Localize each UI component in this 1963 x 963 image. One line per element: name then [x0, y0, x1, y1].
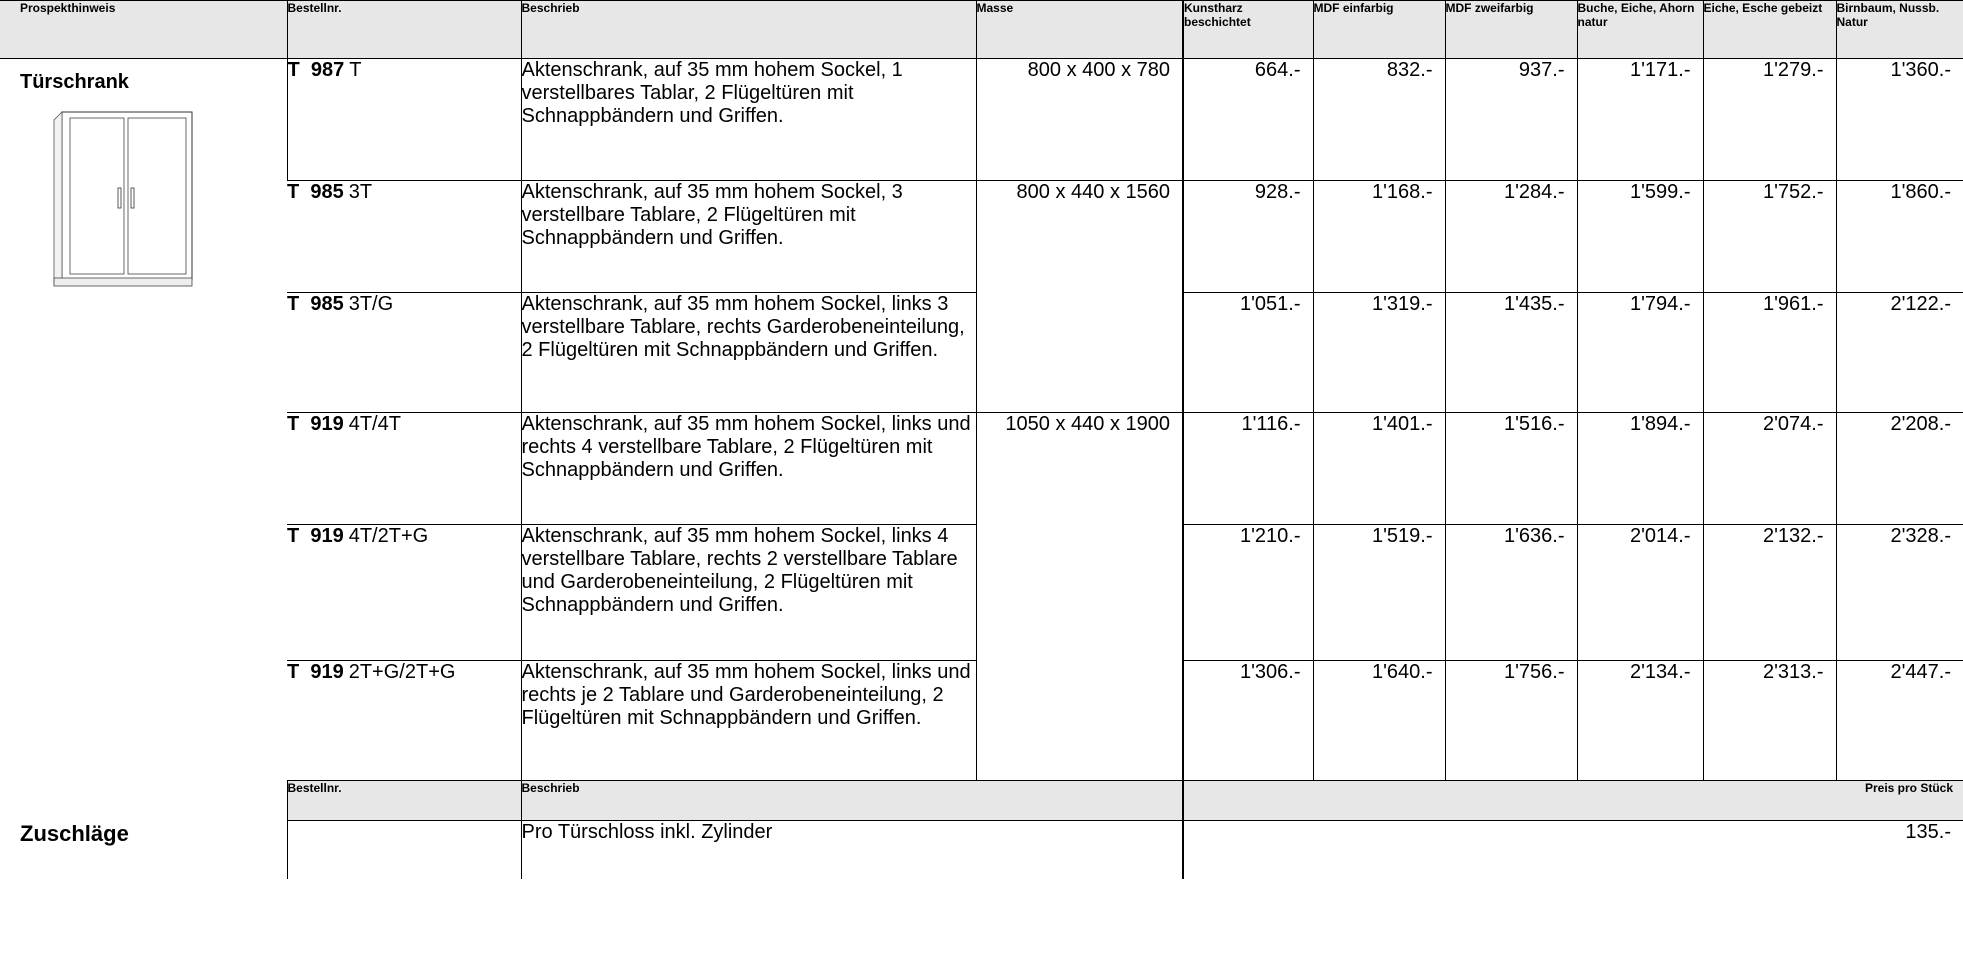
order-prefix: T: [287, 413, 300, 435]
order-prefix: T: [287, 661, 300, 683]
price-cell: 1'319.-: [1313, 293, 1445, 413]
header-eiche: Eiche, Esche gebeizt: [1703, 1, 1836, 59]
price-cell: 1'306.-: [1183, 661, 1313, 781]
price-cell: 2'122.-: [1836, 293, 1963, 413]
surcharge-header-preis: Preis pro Stück: [1183, 781, 1963, 821]
price-cell: 1'168.-: [1313, 181, 1445, 293]
price-cell: 2'208.-: [1836, 413, 1963, 525]
order-number: [287, 181, 521, 293]
order-prefix: T: [287, 181, 300, 203]
dimensions: 1050 x 440 x 1900: [976, 413, 1183, 525]
table-row: [0, 413, 1963, 525]
price-cell: 937.-: [1445, 59, 1577, 181]
price-cell: 832.-: [1313, 59, 1445, 181]
order-number: [287, 413, 521, 525]
price-cell: 1'435.-: [1445, 293, 1577, 413]
order-suffix: 3T/G: [348, 293, 394, 315]
price-cell: 1'599.-: [1577, 181, 1703, 293]
description: Aktenschrank, auf 35 mm hohem Sockel, links 3 verstellbare Tablare, rechts Garderobeneinteilung, 2 Flügeltüren mit Schnappbändern und Griffen.: [521, 293, 976, 413]
order-number-main: 987: [310, 59, 345, 81]
table-row: [0, 59, 1963, 181]
price-cell: 2'447.-: [1836, 661, 1963, 781]
price-cell: 1'794.-: [1577, 293, 1703, 413]
order-suffix: 2T+G/2T+G: [348, 661, 456, 683]
table-row: [0, 293, 1963, 413]
order-number: [287, 661, 521, 781]
order-number-main: 985: [310, 293, 344, 315]
cabinet-illustration-icon: [20, 108, 287, 288]
order-prefix: T: [287, 59, 300, 81]
order-number: [287, 59, 521, 181]
price-cell: 1'516.-: [1445, 413, 1577, 525]
description: Aktenschrank, auf 35 mm hohem Sockel, links und rechts 4 verstellbare Tablare, 2 Flügeltüren mit Schnappbändern und Griffen.: [521, 413, 976, 525]
surcharge-header-empty: [0, 781, 287, 821]
order-suffix: 4T/4T: [348, 413, 401, 435]
group-title: Türschrank: [20, 71, 129, 93]
price-cell: 1'210.-: [1183, 525, 1313, 661]
price-cell: 1'284.-: [1445, 181, 1577, 293]
description: Aktenschrank, auf 35 mm hohem Sockel, links 4 verstellbare Tablare, rechts 2 verstellbare Tablare und Garderobeneinteilung, 2 Flügeltüren mit Schnappbändern und Griffen.: [521, 525, 976, 661]
price-cell: 1'756.-: [1445, 661, 1577, 781]
price-cell: 1'640.-: [1313, 661, 1445, 781]
dimensions: [976, 293, 1183, 413]
description: Aktenschrank, auf 35 mm hohem Sockel, 1 verstellbares Tablar, 2 Flügeltüren mit Schnappbändern und Griffen.: [521, 59, 976, 181]
dimensions: 800 x 440 x 1560: [976, 181, 1183, 293]
price-cell: 2'014.-: [1577, 525, 1703, 661]
surcharge-bestellnr: [287, 821, 521, 879]
dimensions: 800 x 400 x 780: [976, 59, 1183, 181]
order-number: [287, 525, 521, 661]
price-cell: 1'171.-: [1577, 59, 1703, 181]
price-cell: 2'328.-: [1836, 525, 1963, 661]
order-number-main: 919: [310, 525, 344, 547]
order-suffix: 4T/2T+G: [348, 525, 429, 547]
surcharge-price: 135.-: [1183, 821, 1963, 879]
order-prefix: T: [287, 293, 300, 315]
surcharge-title: Zuschläge: [20, 820, 129, 846]
description: Aktenschrank, auf 35 mm hohem Sockel, 3 verstellbare Tablare, 2 Flügeltüren mit Schnappbändern und Griffen.: [521, 181, 976, 293]
order-suffix: 3T: [348, 181, 373, 203]
surcharge-header-beschrieb: Beschrieb: [521, 781, 1183, 821]
price-cell: 1'360.-: [1836, 59, 1963, 181]
price-cell: 1'401.-: [1313, 413, 1445, 525]
table-header: [0, 1, 1963, 59]
price-cell: 2'074.-: [1703, 413, 1836, 525]
header-prospekthinweis: Prospekthinweis: [0, 1, 287, 59]
price-cell: 1'519.-: [1313, 525, 1445, 661]
surcharge-header-bestellnr: Bestellnr.: [287, 781, 521, 821]
header-bestellnr: Bestellnr.: [287, 1, 521, 59]
header-beschrieb: Beschrieb: [521, 1, 976, 59]
price-cell: 1'860.-: [1836, 181, 1963, 293]
header-mdf-zweifarbig: MDF zweifarbig: [1445, 1, 1577, 59]
header-mdf-einfarbig: MDF einfarbig: [1313, 1, 1445, 59]
surcharge-description: Pro Türschloss inkl. Zylinder: [521, 821, 1183, 879]
price-cell: 2'134.-: [1577, 661, 1703, 781]
order-number: [287, 293, 521, 413]
table-row: [0, 661, 1963, 781]
table-row: [0, 181, 1963, 293]
price-cell: 664.-: [1183, 59, 1313, 181]
price-cell: 928.-: [1183, 181, 1313, 293]
group-cell: [0, 59, 287, 781]
price-cell: 2'132.-: [1703, 525, 1836, 661]
surcharge-row: [0, 821, 1963, 879]
header-masse: Masse: [976, 1, 1183, 59]
header-buche: Buche, Eiche, Ahorn natur: [1577, 1, 1703, 59]
price-cell: 1'279.-: [1703, 59, 1836, 181]
price-cell: 2'313.-: [1703, 661, 1836, 781]
price-cell: 1'636.-: [1445, 525, 1577, 661]
order-prefix: T: [287, 525, 300, 547]
price-cell: 1'116.-: [1183, 413, 1313, 525]
order-number-main: 919: [310, 413, 344, 435]
price-cell: 1'051.-: [1183, 293, 1313, 413]
description: Aktenschrank, auf 35 mm hohem Sockel, links und rechts je 2 Tablare und Garderobeneinteilung, 2 Flügeltüren mit Schnappbändern und Griffen.: [521, 661, 976, 781]
header-birnbaum: Birnbaum, Nussb. Natur: [1836, 1, 1963, 59]
price-cell: 1'894.-: [1577, 413, 1703, 525]
price-cell: 1'961.-: [1703, 293, 1836, 413]
dimensions: [976, 525, 1183, 661]
order-number-main: 985: [310, 181, 344, 203]
dimensions: [976, 661, 1183, 781]
price-cell: 1'752.-: [1703, 181, 1836, 293]
order-suffix: T: [349, 59, 362, 81]
surcharge-header: [0, 781, 1963, 821]
table-row: [0, 525, 1963, 661]
header-kunstharz: Kunstharz beschichtet: [1183, 1, 1313, 59]
order-number-main: 919: [310, 661, 344, 683]
